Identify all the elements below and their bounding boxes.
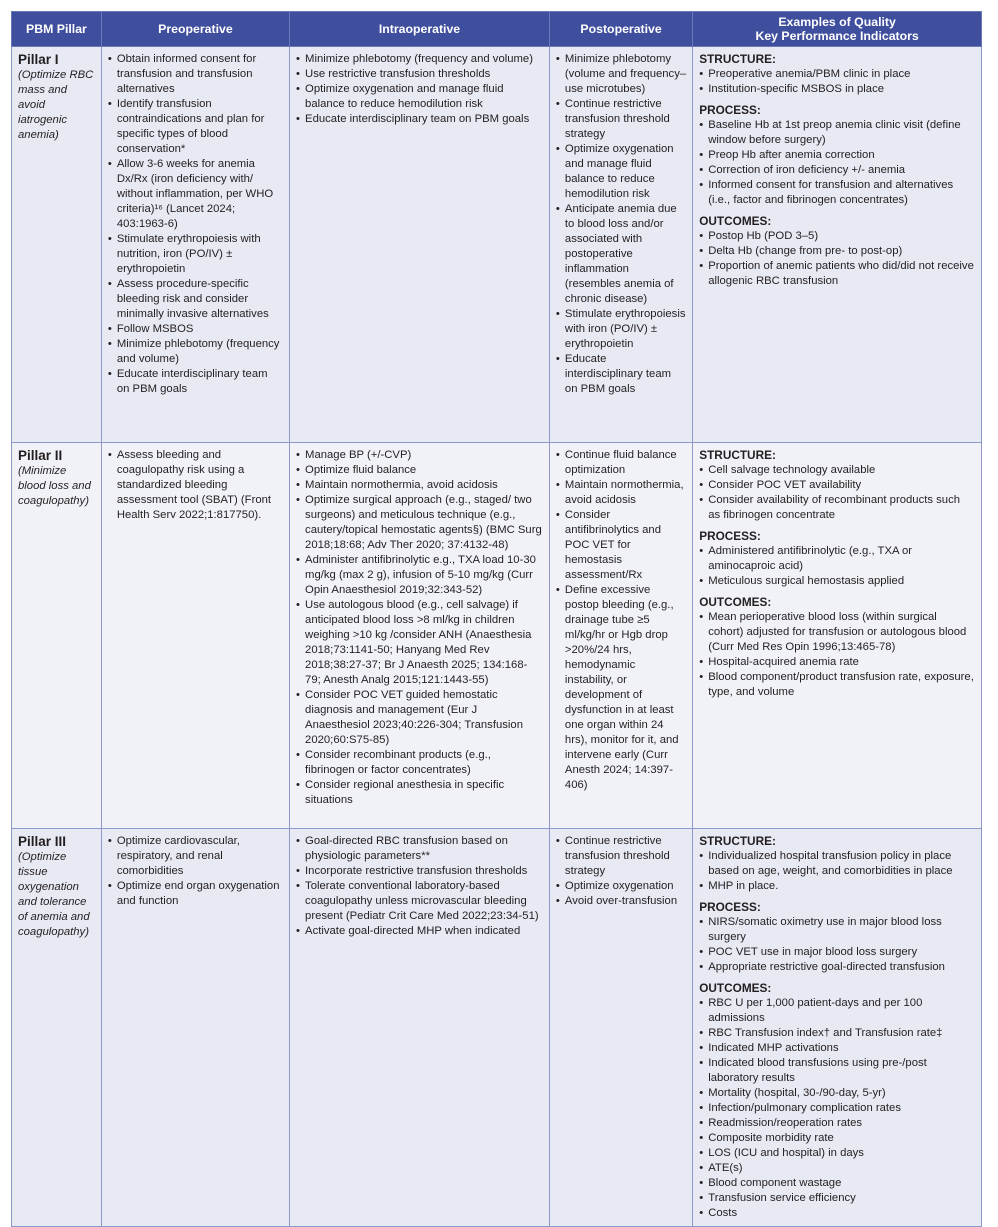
- preop-cell: [101, 443, 289, 829]
- bullet-item: • Obtain informed consent for transfusion and transfusion alternatives: [108, 52, 283, 97]
- bullet-item: • Delta Hb (change from pre- to post-op): [699, 244, 975, 259]
- intraop-cell: [290, 443, 550, 829]
- kpi-section-label: OUTCOMES:: [699, 981, 772, 995]
- bullet-item: • MHP in place.: [699, 879, 975, 894]
- kpi-list: [699, 229, 975, 289]
- bullet-item: • Minimize phlebotomy (frequency and volume): [108, 337, 283, 367]
- pillar-name: Pillar III: [18, 834, 67, 849]
- bullet-item: • Optimize fluid balance: [296, 463, 543, 478]
- bullet-item: • Individualized hospital transfusion policy in place based on age, weight, and comorbidities in place: [699, 849, 975, 879]
- bullet-item: • Maintain normothermia, avoid acidosis: [556, 478, 686, 508]
- intraop-cell: [290, 47, 550, 443]
- bullet-item: • Hospital-acquired anemia rate: [699, 655, 975, 670]
- bullet-item: • Composite morbidity rate: [699, 1131, 975, 1146]
- kpi-cell: [693, 443, 982, 829]
- kpi-cell: [693, 829, 982, 1227]
- bullet-item: • Continue fluid balance optimization: [556, 448, 686, 478]
- pbm-table-container: [11, 11, 982, 1227]
- bullet-item: • Baseline Hb at 1st preop anemia clinic visit (define window before surgery): [699, 118, 975, 148]
- bullet-item: • Appropriate restrictive goal-directed transfusion: [699, 960, 975, 975]
- bullet-item: • Institution-specific MSBOS in place: [699, 82, 975, 97]
- bullet-item: • Stimulate erythropoiesis with iron (PO/IV) ± erythropoietin: [556, 307, 686, 352]
- bullet-item: • Tolerate conventional laboratory-based coagulopathy unless microvascular bleeding present (Pediatr Crit Care Med 2022;23:34-51): [296, 879, 543, 924]
- kpi-section-label: PROCESS:: [699, 900, 761, 914]
- postop-list: [556, 52, 686, 397]
- bullet-item: • Optimize end organ oxygenation and function: [108, 879, 283, 909]
- bullet-item: • Postop Hb (POD 3–5): [699, 229, 975, 244]
- preop-list: [108, 52, 283, 397]
- bullet-item: • Use autologous blood (e.g., cell salvage) if anticipated blood loss >8 ml/kg in children weighing >10 kg /consider ANH (Anaesthesia 2018;73:1141-50; Hanyang Med Rev 2018;38:27-37; Br J Anaesth 2025; 134:168-79; Anesth Analg 2015;121:1443-55): [296, 598, 543, 688]
- bullet-item: • Anticipate anemia due to blood loss and/or associated with postoperative inflammation (resembles anemia of chronic disease): [556, 202, 686, 307]
- bullet-item: • Infection/pulmonary complication rates: [699, 1101, 975, 1116]
- preop-cell: [101, 829, 289, 1227]
- kpi-section-label: STRUCTURE:: [699, 52, 776, 66]
- kpi-section-label: OUTCOMES:: [699, 214, 772, 228]
- bullet-item: • RBC Transfusion index† and Transfusion rate‡: [699, 1026, 975, 1041]
- postop-list: [556, 834, 686, 909]
- kpi-list: [699, 544, 975, 589]
- header-pbm-pillar: PBM Pillar: [12, 12, 102, 47]
- pillar-description: (Optimize tissue oxygenation and tolerance of anemia and coagulopathy): [18, 851, 90, 938]
- bullet-item: • Indicated MHP activations: [699, 1041, 975, 1056]
- kpi-section-label: OUTCOMES:: [699, 595, 772, 609]
- postop-cell: [549, 47, 692, 443]
- kpi-list: [699, 996, 975, 1221]
- bullet-item: • Costs: [699, 1206, 975, 1221]
- kpi-list: [699, 849, 975, 894]
- pillar-cell: [12, 47, 102, 443]
- bullet-item: • Goal-directed RBC transfusion based on physiologic parameters**: [296, 834, 543, 864]
- pillar-row: [12, 443, 982, 829]
- bullet-item: • Blood component wastage: [699, 1176, 975, 1191]
- header-postoperative: Postoperative: [549, 12, 692, 47]
- bullet-item: • Optimize surgical approach (e.g., staged/ two surgeons) and meticulous technique (e.g., cautery/topical hemostatic agents§) (BMC Surg 2018;18:68; Adv Ther 2020; 37:4132-48): [296, 493, 543, 553]
- kpi-list: [699, 118, 975, 208]
- bullet-item: • Consider regional anesthesia in specific situations: [296, 778, 543, 808]
- bullet-item: • Continue restrictive transfusion threshold strategy: [556, 97, 686, 142]
- kpi-list: [699, 67, 975, 97]
- bullet-item: • Consider recombinant products (e.g., fibrinogen or factor concentrates): [296, 748, 543, 778]
- kpi-section-label: PROCESS:: [699, 529, 761, 543]
- bullet-item: • Meticulous surgical hemostasis applied: [699, 574, 975, 589]
- kpi-list: [699, 915, 975, 975]
- bullet-item: • ATE(s): [699, 1161, 975, 1176]
- bullet-item: • Optimize cardiovascular, respiratory, and renal comorbidities: [108, 834, 283, 879]
- bullet-item: • Avoid over-transfusion: [556, 894, 686, 909]
- pillar-row: [12, 829, 982, 1227]
- bullet-item: • Manage BP (+/-CVP): [296, 448, 543, 463]
- intraop-list: [296, 834, 543, 939]
- header-intraoperative: Intraoperative: [290, 12, 550, 47]
- bullet-item: • Incorporate restrictive transfusion thresholds: [296, 864, 543, 879]
- header-kpi: Examples of Quality Key Performance Indicators: [693, 12, 982, 47]
- bullet-item: • Continue restrictive transfusion threshold strategy: [556, 834, 686, 879]
- pillar-description: (Minimize blood loss and coagulopathy): [18, 465, 91, 507]
- bullet-item: • Follow MSBOS: [108, 322, 283, 337]
- bullet-item: • Use restrictive transfusion thresholds: [296, 67, 543, 82]
- intraop-cell: [290, 829, 550, 1227]
- kpi-list: [699, 463, 975, 523]
- bullet-item: • Correction of iron deficiency +/- anemia: [699, 163, 975, 178]
- kpi-cell: [693, 47, 982, 443]
- bullet-item: • Educate interdisciplinary team on PBM goals: [556, 352, 686, 397]
- bullet-item: • Administered antifibrinolytic (e.g., TXA or aminocaproic acid): [699, 544, 975, 574]
- kpi-list: [699, 610, 975, 700]
- header-preoperative: Preoperative: [101, 12, 289, 47]
- pillar-name: Pillar I: [18, 52, 59, 67]
- bullet-item: • NIRS/somatic oximetry use in major blood loss surgery: [699, 915, 975, 945]
- postop-cell: [549, 443, 692, 829]
- bullet-item: • Optimize oxygenation and manage fluid balance to reduce hemodilution risk: [296, 82, 543, 112]
- bullet-item: • Educate interdisciplinary team on PBM goals: [296, 112, 543, 127]
- bullet-item: • Consider POC VET availability: [699, 478, 975, 493]
- kpi-section-label: STRUCTURE:: [699, 448, 776, 462]
- postop-cell: [549, 829, 692, 1227]
- bullet-item: • Optimize oxygenation and manage fluid balance to reduce hemodilution risk: [556, 142, 686, 202]
- bullet-item: • Minimize phlebotomy (volume and frequency– use microtubes): [556, 52, 686, 97]
- bullet-item: • Preoperative anemia/PBM clinic in place: [699, 67, 975, 82]
- bullet-item: • Assess procedure-specific bleeding risk and consider minimally invasive alternatives: [108, 277, 283, 322]
- bullet-item: • Consider POC VET guided hemostatic diagnosis and management (Eur J Anaesthesiol 2023;40:226-304; Transfusion 2020;60:S75-85): [296, 688, 543, 748]
- bullet-item: • Identify transfusion contraindications and plan for specific types of blood conservation*: [108, 97, 283, 157]
- bullet-item: • Mortality (hospital, 30-/90-day, 5-yr): [699, 1086, 975, 1101]
- bullet-item: • Stimulate erythropoiesis with nutrition, iron (PO/IV) ± erythropoietin: [108, 232, 283, 277]
- bullet-item: • Define excessive postop bleeding (e.g., drainage tube ≥5 ml/kg/hr or Hgb drop >20%/24 hrs, hemodynamic instability, or development of dysfunction in at least one organ within 24 hrs), monitor for it, and intervene early (Curr Anesth 2024; 14:397-406): [556, 583, 686, 793]
- pillar-description: (Optimize RBC mass and avoid iatrogenic anemia): [18, 69, 94, 141]
- bullet-item: • Mean perioperative blood loss (within surgical cohort) adjusted for transfusion or autologous blood (Curr Med Res Opin 1996;13:465-78): [699, 610, 975, 655]
- bullet-item: • Cell salvage technology available: [699, 463, 975, 478]
- bullet-item: • POC VET use in major blood loss surgery: [699, 945, 975, 960]
- preop-list: [108, 448, 283, 523]
- postop-list: [556, 448, 686, 793]
- bullet-item: • Blood component/product transfusion rate, exposure, type, and volume: [699, 670, 975, 700]
- pillar-cell: [12, 829, 102, 1227]
- bullet-item: • Activate goal-directed MHP when indicated: [296, 924, 543, 939]
- bullet-item: • Maintain normothermia, avoid acidosis: [296, 478, 543, 493]
- preop-list: [108, 834, 283, 909]
- bullet-item: • Indicated blood transfusions using pre-/post laboratory results: [699, 1056, 975, 1086]
- bullet-item: • Preop Hb after anemia correction: [699, 148, 975, 163]
- bullet-item: • Assess bleeding and coagulopathy risk using a standardized bleeding assessment tool (SBAT) (Front Health Serv 2022;1:817750).: [108, 448, 283, 523]
- bullet-item: • Transfusion service efficiency: [699, 1191, 975, 1206]
- bullet-item: • RBC U per 1,000 patient-days and per 100 admissions: [699, 996, 975, 1026]
- intraop-list: [296, 448, 543, 808]
- bullet-item: • Readmission/reoperation rates: [699, 1116, 975, 1131]
- pbm-pillar-table: [11, 11, 982, 1227]
- bullet-item: • Administer antifibrinolytic e.g., TXA load 10-30 mg/kg (max 2 g), infusion of 5-10 mg/kg (Curr Opin Anaesthesiol 2019;32:343-52): [296, 553, 543, 598]
- bullet-item: • Consider availability of recombinant products such as fibrinogen concentrate: [699, 493, 975, 523]
- bullet-item: • Consider antifibrinolytics and POC VET for hemostasis assessment/Rx: [556, 508, 686, 583]
- pillar-name: Pillar II: [18, 448, 63, 463]
- kpi-section-label: PROCESS:: [699, 103, 761, 117]
- preop-cell: [101, 47, 289, 443]
- bullet-item: • Allow 3-6 weeks for anemia Dx/Rx (iron deficiency with/ without inflammation, per WHO criteria)¹⁶ (Lancet 2024; 403:1963-6): [108, 157, 283, 232]
- bullet-item: • Optimize oxygenation: [556, 879, 686, 894]
- bullet-item: • Educate interdisciplinary team on PBM goals: [108, 367, 283, 397]
- header-row: [12, 12, 982, 47]
- bullet-item: • Minimize phlebotomy (frequency and volume): [296, 52, 543, 67]
- bullet-item: • LOS (ICU and hospital) in days: [699, 1146, 975, 1161]
- pillar-cell: [12, 443, 102, 829]
- pillar-row: [12, 47, 982, 443]
- intraop-list: [296, 52, 543, 127]
- kpi-section-label: STRUCTURE:: [699, 834, 776, 848]
- bullet-item: • Proportion of anemic patients who did/did not receive allogenic RBC transfusion: [699, 259, 975, 289]
- bullet-item: • Informed consent for transfusion and alternatives (i.e., factor and fibrinogen concentrates): [699, 178, 975, 208]
